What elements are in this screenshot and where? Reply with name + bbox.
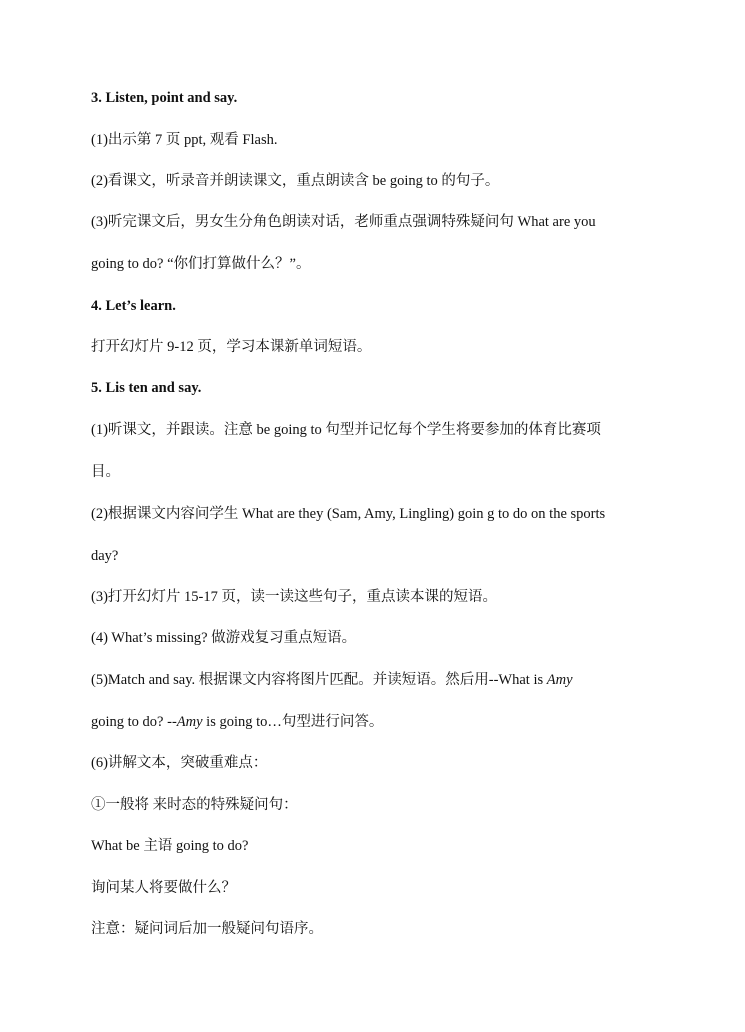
section-heading-listen-point-say: 3. Listen, point and say. [91,90,238,106]
paragraph-step-3-line-1: (3)听完课文后，男女生分角色朗读对话，老师重点强调特殊疑问句 What are you [91,214,596,230]
paragraph-pattern-meaning: 询问某人将要做什么？ [91,880,236,896]
paragraph-listen-step-5-line-1 [91,670,573,690]
name-amy: Amy [176,714,203,730]
paragraph-step-1: (1)出示第 7 页 ppt, 观看 Flash. [91,132,278,148]
paragraph-listen-step-3: (3)打开幻灯片 15-17 页，读一读这些句子，重点读本课的短语。 [91,589,497,605]
paragraph-open-slides: 打开幻灯片 9-12 页，学习本课新单词短语。 [91,339,372,355]
step-5-question-text: going to do? -- [91,714,177,730]
section-heading-lets-learn: 4. Let’s learn. [91,298,176,314]
paragraph-step-2: (2)看课文，听录音并朗读课文，重点朗读含 be going to 的句子。 [91,173,500,189]
step-5-text: (5)Match and say. 根据课文内容将图片匹配。并读短语。然后用--What is [91,672,547,688]
paragraph-note: 注意：疑问词后加一般疑问句语序。 [91,921,323,937]
paragraph-listen-step-1-line-1: (1)听课文，并跟读。注意 be going to 句型并记忆每个学生将要参加的体育比赛项 [91,422,601,438]
section-heading-listen-and-say: 5. Lis ten and say. [91,380,202,396]
paragraph-listen-step-6: (6)讲解文本，突破重难点： [91,755,268,771]
paragraph-listen-step-1-line-2: 目。 [91,464,120,480]
step-5-answer-text: is going to…句型进行问答。 [202,714,384,730]
name-amy: Amy [546,672,573,688]
paragraph-circled-point-1: ①一般将 来时态的特殊疑问句： [91,797,298,813]
paragraph-listen-step-2-line-1: (2)根据课文内容问学生 What are they (Sam, Amy, Lingling) goin g to do on the sports [91,506,606,522]
paragraph-sentence-pattern: What be 主语 going to do? [91,838,249,854]
paragraph-listen-step-5-line-2 [91,712,383,732]
paragraph-step-3-line-2: going to do? “你们打算做什么？”。 [91,256,311,272]
paragraph-listen-step-2-line-2: day? [91,548,119,564]
paragraph-listen-step-4: (4) What’s missing? 做游戏复习重点短语。 [91,630,357,646]
